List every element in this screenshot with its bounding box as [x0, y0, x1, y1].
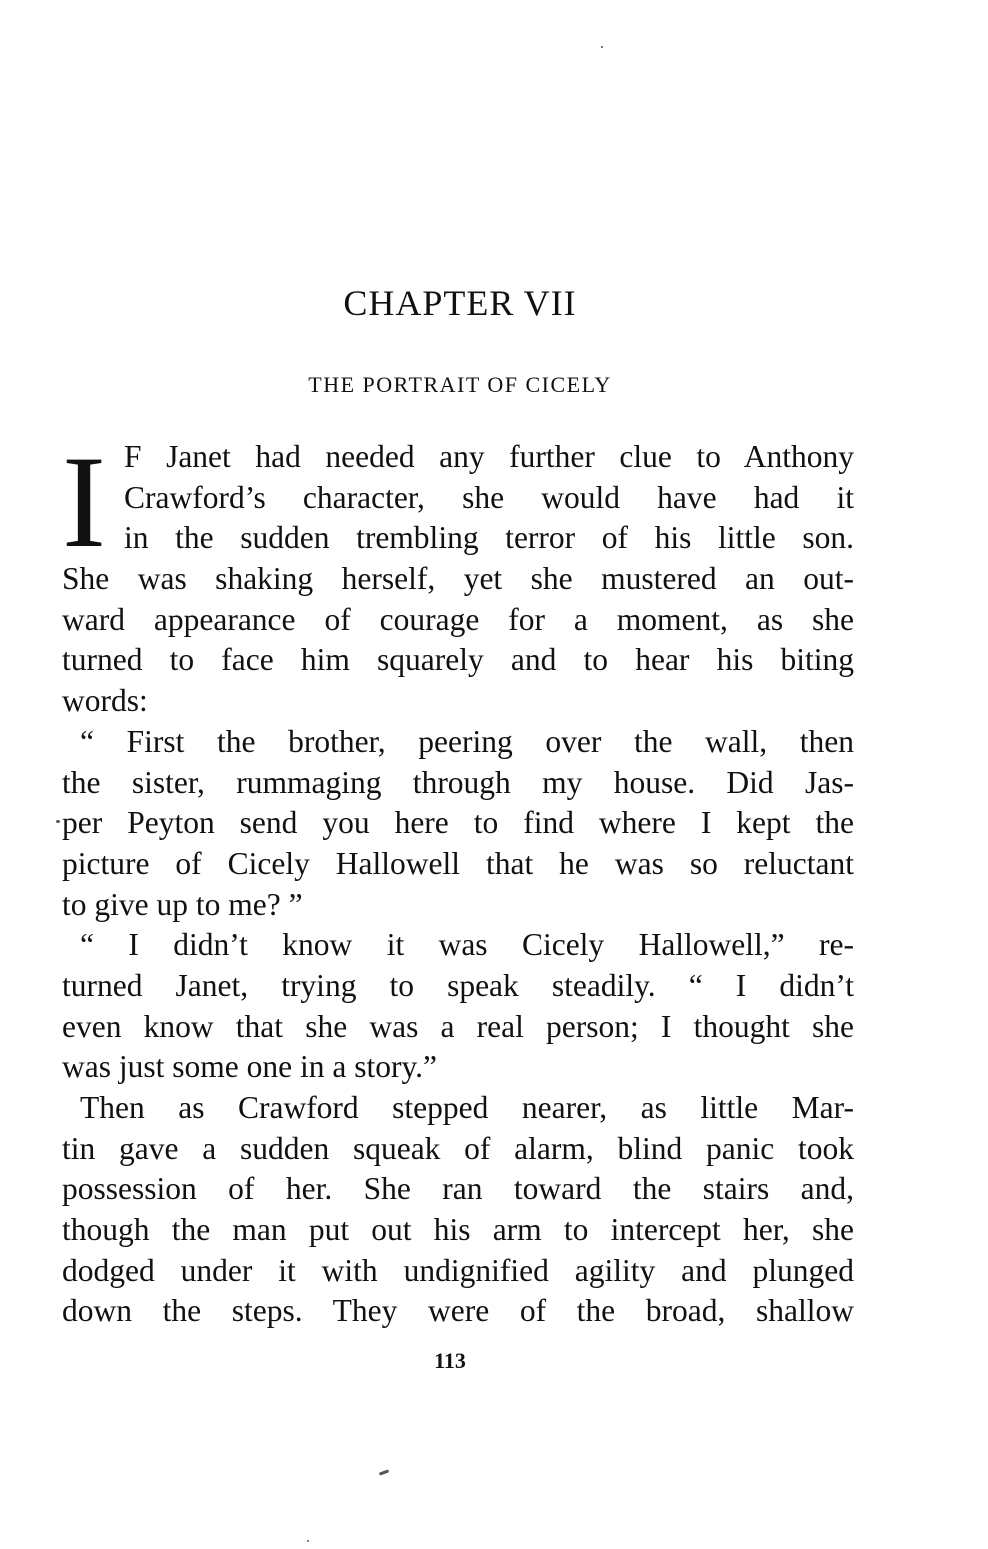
drop-cap: I [62, 447, 106, 559]
scan-speck [307, 1540, 309, 1542]
scan-speck [601, 46, 603, 48]
text-line: possession of her. She ran toward the stairs and, [62, 1171, 854, 1207]
text-line: though the man put out his arm to intercept her, she [62, 1212, 854, 1248]
text-line: to give up to me? ” [62, 886, 303, 922]
body-text [62, 437, 854, 1332]
scan-speck [56, 820, 60, 823]
scan-speck [379, 1469, 389, 1475]
text-line: was just some one in a story.” [62, 1049, 438, 1085]
text-line: She was shaking herself, yet she mustered an out- [62, 561, 854, 597]
text-line: Crawford’s character, she would have had it [124, 479, 854, 515]
text-line: in the sudden trembling terror of his little son. [124, 520, 854, 556]
text-line: words: [62, 683, 148, 719]
text-line: dodged under it with undignified agility and plunged [62, 1252, 854, 1288]
text-line: tin gave a sudden squeak of alarm, blind panic took [62, 1130, 854, 1166]
text-line: ward appearance of courage for a moment, as she [62, 601, 854, 637]
text-line: the sister, rummaging through my house. Did Jas- [62, 764, 854, 800]
text-line: Then as Crawford stepped nearer, as little Mar- [80, 1090, 854, 1125]
page-number: 113 [434, 1348, 466, 1373]
text-line: turned Janet, trying to speak steadily. “ I didn’t [62, 967, 854, 1003]
text-line: even know that she was a real person; I thought she [62, 1008, 854, 1044]
text-line: F Janet had needed any further clue to Anthony [124, 439, 854, 474]
chapter-subtitle: THE PORTRAIT OF CICELY [308, 372, 612, 397]
text-line: down the steps. They were of the broad, shallow [62, 1293, 854, 1329]
text-line: “ First the brother, peering over the wall, then [80, 723, 854, 759]
text-line: per Peyton send you here to find where I kept the [62, 805, 854, 841]
text-line: turned to face him squarely and to hear his biting [62, 642, 854, 678]
text-line: “ I didn’t know it was Cicely Hallowell,” re- [80, 927, 854, 963]
chapter-heading: CHAPTER VII [343, 283, 577, 323]
text-line: picture of Cicely Hallowell that he was so reluctant [62, 845, 854, 881]
